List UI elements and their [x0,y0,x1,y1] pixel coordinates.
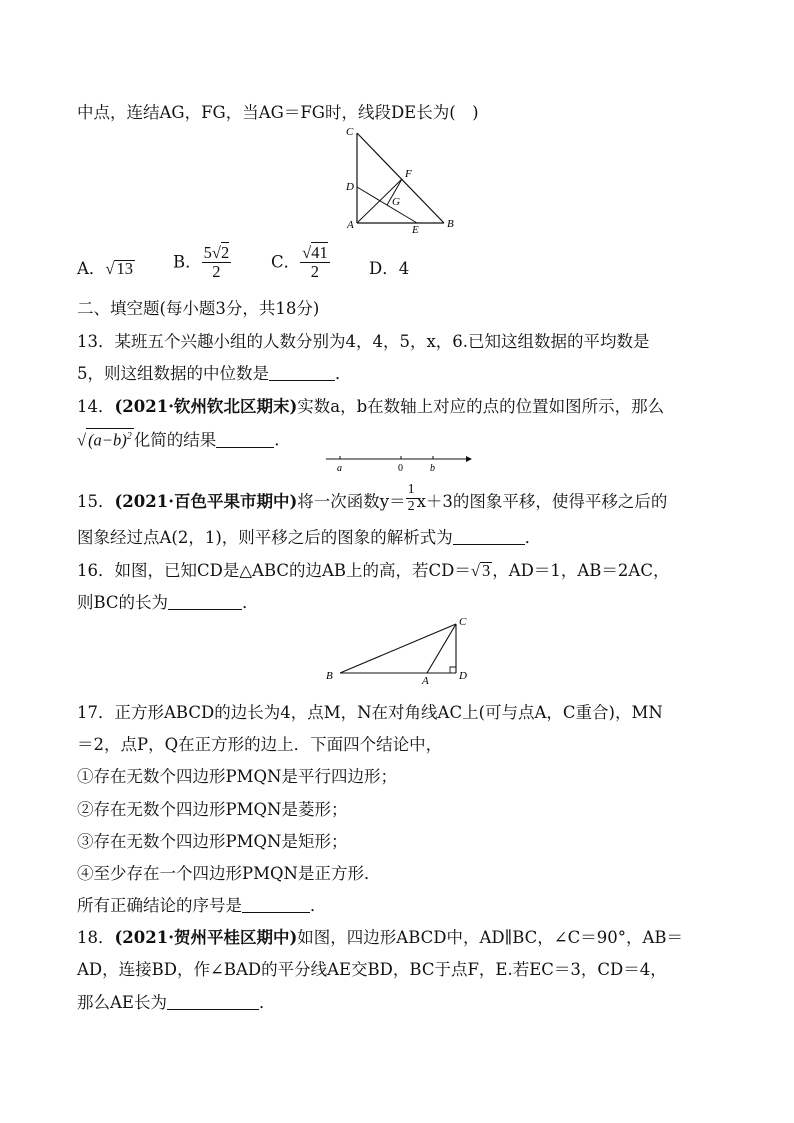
q18-line1 [77,927,683,949]
q17-item2 [77,799,347,821]
label-G: G [392,196,400,208]
q14-number-line [322,452,474,474]
choice-c-fraction: $\frac{√41}{2}$ [302,243,328,281]
q16-sqrt-sign: √ [470,561,480,580]
q18-line2 [77,959,667,981]
label-B: B [447,218,454,230]
choice-b-den: 2 [212,262,221,281]
q15-frac-num: 1 [407,482,415,497]
choice-b-fraction: $\frac{5√2}{2}$ [203,243,230,281]
label-B: B [326,670,333,682]
side-CA [427,624,456,673]
label-A: A [347,219,354,231]
q16-text-1: 16．如图，已知CD是△ABC的边AB上的高，若CD＝ [77,561,471,580]
choice-b-label: B． [173,252,202,272]
q14-line2 [77,428,279,452]
q18-text-2: AD，连接BD，作∠BAD的平分线AE交BD，BC于点F，E.若EC＝3，CD＝4， [77,960,667,979]
choice-a-label: A． [77,259,106,278]
q15-text-4: ． [524,528,542,547]
choice-b-radicand: 2 [220,243,230,262]
axis-arrow [466,456,472,462]
q12-triangle-figure [340,125,460,237]
tick-label-0: 0 [398,463,403,474]
right-angle-mark [450,667,456,673]
side-BC [340,624,456,673]
q18-text-1: 如图，四边形ABCD中，AD∥BC，∠C＝90°，AB＝ [297,928,684,947]
label-E: E [412,224,419,236]
q17-text-1: 17．正方形ABCD的边长为4，点M，N在对角线AC上(可与点A，C重合)，MN [77,703,663,722]
label-C: C [459,616,467,628]
section2-title: 二、填空题(每小题3分，共18分) [77,299,320,318]
q17-statement-2: ②存在无数个四边形PMQN是菱形； [77,800,348,819]
q13-text-1: 13．某班五个兴趣小组的人数分别为4，4，5，x，6.已知这组数据的平均数是 [77,332,650,351]
q17-text-2: ＝2，点P，Q在正方形的边上．下面四个结论中， [77,735,443,754]
q17-line7 [77,895,327,917]
q12-text: 中点，连结AG，FG，当AG＝FG时，线段DE长为( ) [77,103,479,122]
choice-b-coef: 5 [203,243,212,262]
q18-text-4: ． [258,993,276,1012]
q17-line1 [77,702,663,724]
q14-source: (2021·钦州钦北区期末) [114,397,298,416]
q14-sqrt-sign: √ [77,430,87,450]
q14-radicand-expr: (a−b) [88,430,127,450]
choice-d: D．4 [369,259,410,278]
q17-item3 [77,831,347,853]
q17-text-4: ． [310,896,327,915]
q16-triangle-figure [318,612,478,684]
q16-text-2: ，AD＝1，AB＝2AC， [492,561,670,580]
q14-radicand-exp: 2 [126,431,132,442]
q17-item1 [77,766,397,788]
q17-text-3: 所有正确结论的序号是 [77,896,242,915]
q12-stem [77,102,479,124]
q18-answer-blank[interactable] [167,993,259,1010]
q16-text-4: ． [242,593,259,612]
q15-answer-blank[interactable] [453,528,525,545]
tick-label-b: b [430,463,435,474]
q14-text-2: 化简的结果 [133,430,217,450]
q16-line1 [77,560,669,582]
tick-label-a: a [337,463,342,474]
q15-text-3: 图象经过点A(2，1)，则平移之后的图象的解析式为 [77,528,453,547]
q18-line3 [77,992,275,1014]
q18-text-3: 那么AE长为 [77,993,167,1012]
choice-a-radicand: 13 [116,259,133,278]
q16-radicand: 3 [481,561,491,580]
q14-number: 14． [77,397,115,416]
q15-source: (2021·百色平果市期中) [114,492,298,511]
q17-answer-blank[interactable] [242,896,310,913]
section2-heading [77,298,319,320]
q17-statement-3: ③存在无数个四边形PMQN是矩形； [77,832,348,851]
q14-text-3: . [274,430,280,450]
choice-b [173,244,231,281]
q18-source: (2021·贺州平桂区期中) [114,928,298,947]
q18-number: 18． [77,928,115,947]
q14-line1 [77,396,664,418]
label-C: C [346,126,354,138]
q14-answer-blank[interactable] [216,431,274,448]
q13-text-2: 5，则这组数据的中位数是 [77,364,269,383]
choice-c-radicand: 41 [311,243,328,262]
q15-line2 [77,527,541,549]
label-F: F [405,168,412,180]
q14-text-1: 实数a，b在数轴上对应的点的位置如图所示，那么 [297,397,665,416]
q13-line2 [77,363,352,385]
choice-a: A．√ 13 [77,259,133,278]
q15-frac-den: 2 [407,499,415,514]
q13-answer-blank[interactable] [269,364,335,381]
q13-line1 [77,331,650,353]
q14-radicand [86,428,134,449]
q15-text-2: x＋3的图象平移，使得平移之后的 [416,492,668,511]
q16-line2 [77,592,259,614]
q17-statement-4: ④至少存在一个四边形PMQN是正方形． [77,864,381,883]
label-D: D [459,670,467,682]
choice-c-label: C． [271,252,301,272]
q16-answer-blank[interactable] [168,593,242,610]
q15-number: 15． [77,492,115,511]
choice-c-den: 2 [310,262,320,281]
q13-text-3: ． [335,364,352,383]
q15-text-1: 将一次函数y＝ [297,492,406,511]
q17-line2 [77,734,442,756]
q15-line1 [77,482,667,522]
label-D: D [346,181,354,193]
q17-statement-1: ①存在无数个四边形PMQN是平行四边形； [77,767,397,786]
q17-item4 [77,863,380,885]
label-A: A [422,675,429,684]
q16-text-3: 则BC的长为 [77,593,169,612]
q15-fraction [406,482,417,515]
side-CB [357,133,444,223]
choice-c [271,244,330,281]
